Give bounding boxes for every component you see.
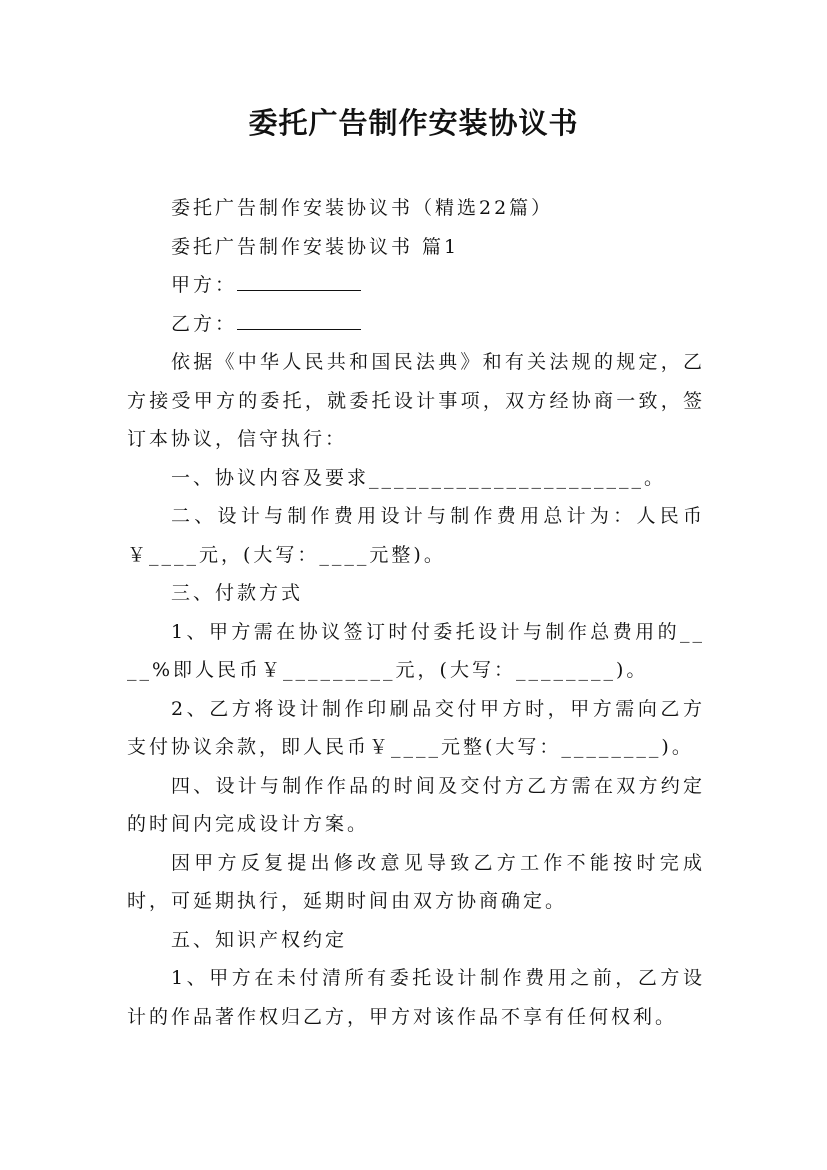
party-a-blank [237,271,361,291]
clause-3-2: 2、乙方将设计制作印刷品交付甲方时，甲方需向乙方支付协议余款，即人民币￥____元整(大写：________)。 [127,697,705,758]
party-a-line [127,266,705,305]
party-a-label: 甲方： [171,274,238,296]
clause-5-heading: 五、知识产权约定 [171,928,348,951]
section-heading: 委托广告制作安装协议书 篇1 [171,235,460,258]
delay-paragraph: 因甲方反复提出修改意见导致乙方工作不能按时完成时，可延期执行，延期时间由双方协商确定。 [127,851,705,912]
party-b-label: 乙方： [171,312,238,335]
document-title: 委托广告制作安装协议书 [248,106,579,140]
party-b-line [127,305,705,344]
subtitle-paragraph: 委托广告制作安装协议书（精选22篇） [171,197,554,219]
clause-4: 四、设计与制作作品的时间及交付方乙方需在双方约定的时间内完成设计方案。 [127,774,705,835]
clause-2: 二、设计与制作费用设计与制作费用总计为：人民币￥____元，(大写：____元整)。 [127,505,705,566]
clause-5-1: 1、甲方在未付清所有委托设计制作费用之前，乙方设计的作品著作权归乙方，甲方对该作品不享有任何权利。 [127,967,705,1028]
party-b-blank [237,310,361,330]
clause-3-1: 1、甲方需在协议签订时付委托设计与制作总费用的____%即人民币￥_________元，(大写：________)。 [127,620,705,681]
basis-paragraph: 依据《中华人民共和国民法典》和有关法规的规定，乙方接受甲方的委托，就委托设计事项，双方经协商一致，签订本协议，信守执行： [127,351,705,450]
clause-3-heading: 三、付款方式 [171,582,304,604]
clause-1: 一、协议内容及要求______________________。 [171,466,667,489]
document-body [127,189,705,1036]
